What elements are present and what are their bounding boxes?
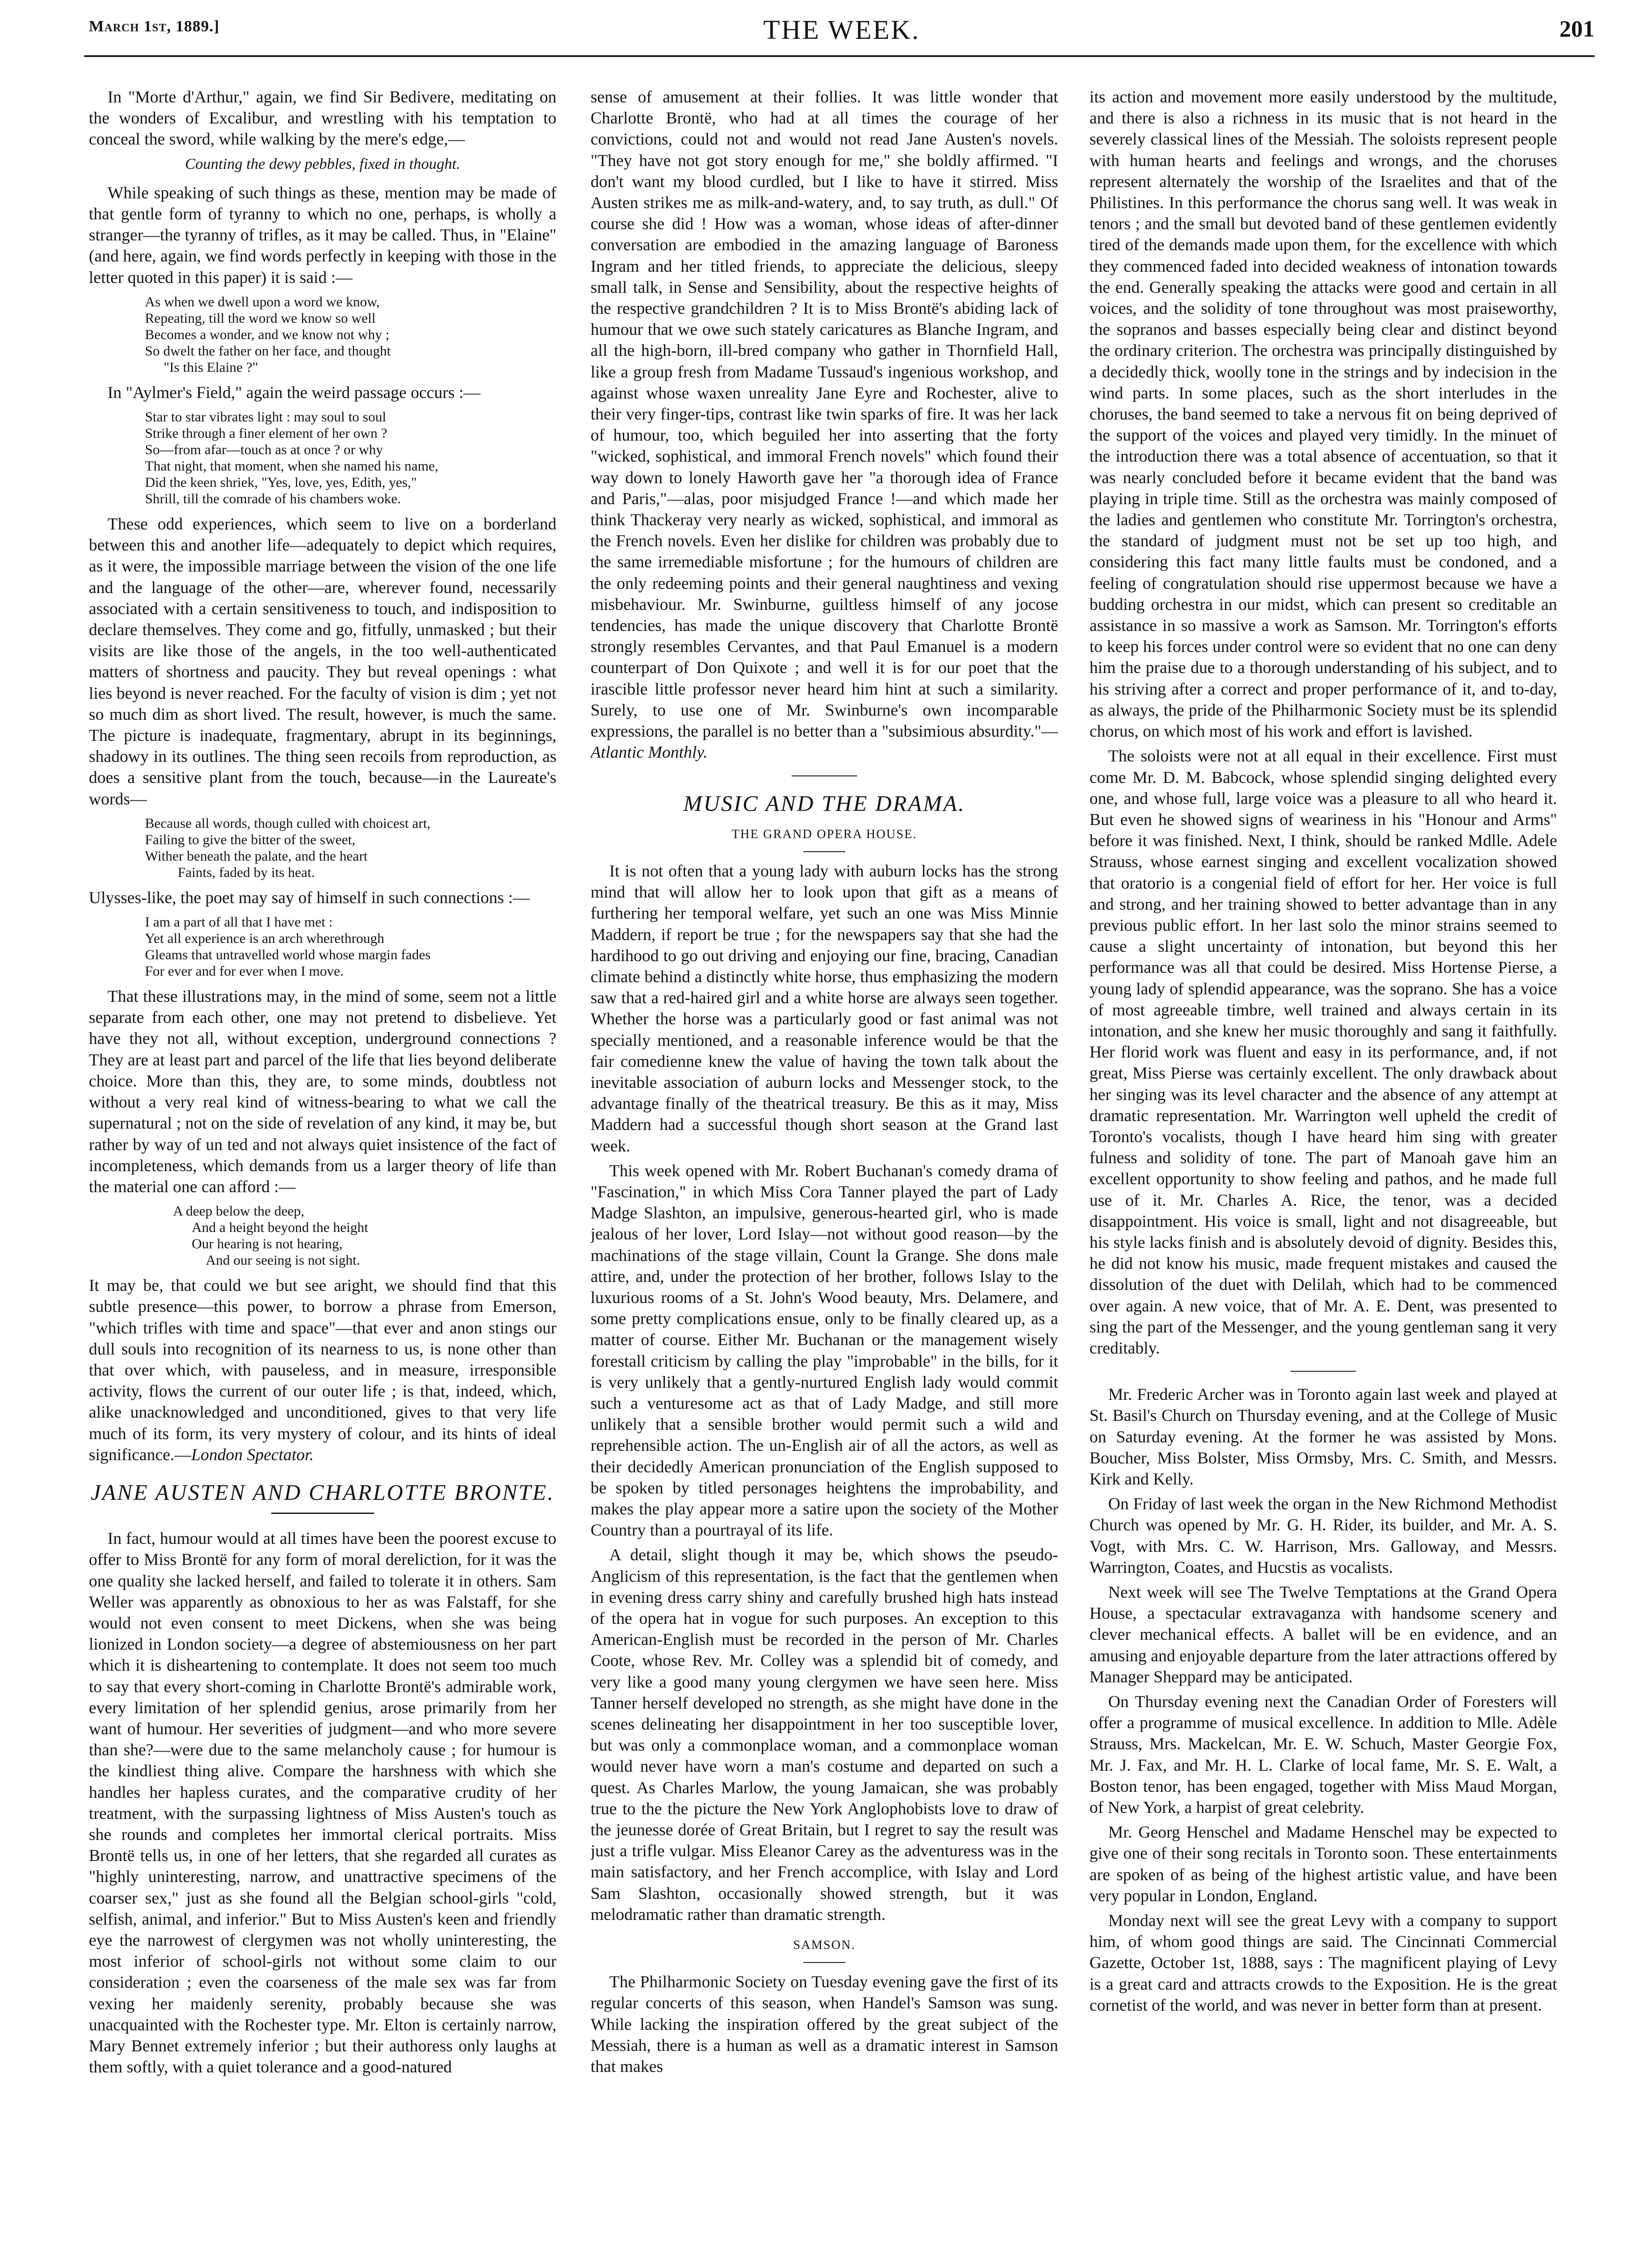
verse-line: Becomes a wonder, and we know not why ; bbox=[145, 326, 390, 342]
verse-quote bbox=[145, 409, 556, 507]
verse-line: I am a part of all that I have met : bbox=[145, 914, 333, 930]
verse-line: Failing to give the bitter of the sweet, bbox=[145, 832, 355, 847]
verse-line: Strike through a finer element of her own ? bbox=[145, 426, 388, 442]
section-rule bbox=[271, 1513, 374, 1514]
paragraph: Mr. Frederic Archer was in Toronto again last week and played at St. Basil's Church on Thursday evening, and at the College of Music on Saturday evening. At the former he was assisted by Mons. Boucher, Miss Bolster, Miss Ormsby, Mrs. C. Smith, and Messrs. Kirk and Kelly. bbox=[1089, 1385, 1557, 1488]
verse-line: A deep below the deep, bbox=[173, 1203, 304, 1219]
paragraph: On Thursday evening next the Canadian Order of Foresters will offer a programme of musical excellence. In addition to Mlle. Adèle Strauss, Mrs. Mackelcan, Mr. E. W. Schuch, Master Georgie Fox, Mr. J. Fax, and Mr. H. L. Clarke of local fame, Mr. S. E. Walt, a Boston tenor, has been engaged, together with Miss Maud Morgan, of New York, a harpist of great celebrity. bbox=[1089, 1692, 1557, 1817]
paragraph: This week opened with Mr. Robert Buchanan's comedy drama of "Fascination," in which Miss Cora Tanner played the part of Lady Madge Slashton, an impulsive, generous-hearted girl, who is made jealous of her lover, Lord Islay—not without good reason—by the machinations of the stage villain, Count la Grange. She dons male attire, and, under the protection of her brother, follows Islay to the luxurious rooms of a St. John's Wood beauty, Mrs. Delamere, and some pretty complications ensue, only to be finally cleared up, as a matter of course. Either Mr. Buchanan or the management wisely forestall criticism by calling the play "improbable" in the bills, for it is very unlikely that a gently-nurtured English lady would commit such a venturesome act as that of Lady Madge, and still more unlikely that a sensible brother would permit such a wild and reprehensible action. The un-English air of all the actors, as well as their decidedly American pronunciation of the English supposed to be spoken by titled personages heightens the improbability, and makes the play appear more a satire upon the society of the Mother Country than a pourtrayal of its life. bbox=[591, 1161, 1058, 1540]
paragraph: Mr. Georg Henschel and Madame Henschel may be expected to give one of their song recitals in Toronto soon. These entertainments are spoken of as being of the highest artistic value, and have been very popular in London, England. bbox=[1089, 1823, 1557, 1905]
paragraph bbox=[591, 87, 1058, 763]
verse-quote bbox=[145, 914, 556, 979]
verse-line: So—from afar—touch as at once ? or why bbox=[145, 442, 383, 458]
verse-line: And our seeing is not sight. bbox=[206, 1253, 360, 1268]
paragraph: Monday next will see the great Levy with a company to support him, of whom good things are said. The Cincinnati Commercial Gazette, October 1st, 1888, says : The magnificent playing of Levy is a great card and attracts crowds to the Exposition. He is the great cornetist of the world, and was never in better form than at present. bbox=[1089, 1911, 1557, 2014]
verse-quote bbox=[145, 294, 556, 376]
paragraph: It is not often that a young lady with auburn locks has the strong mind that will allow her to look upon that gift as a means of furthering her temporal welfare, yet such an one was Miss Minnie Maddern, if report be true ; for the newspapers say that she had the hardihood to go out driving and enjoying our fine, bracing, Canadian climate behind a distinctly white horse, thus emphasizing the modern saw that a red-haired girl and a white horse are always seen together. Whether the horse was a particularly good or fast animal was not specially mentioned, and a reasonable inference would be that the fair comedienne knew the value of having the town talk about the inevitable association of auburn locks and Messenger stock, to the advantage finally of the theatrical treasury. Be this as it may, Miss Maddern had a successful though short season at the Grand last week. bbox=[591, 861, 1058, 1155]
section-title: MUSIC AND THE DRAMA. bbox=[683, 791, 966, 816]
verse-line: Because all words, though culled with choicest art, bbox=[145, 815, 431, 831]
verse-line: For ever and for ever when I move. bbox=[145, 963, 344, 979]
article-end-rule bbox=[792, 775, 857, 776]
paragraph: In "Morte d'Arthur," again, we find Sir Bedivere, meditating on the wonders of Excalibur, and wrestling with his temptation to conceal the sword, while walking by the mere's edge,— bbox=[89, 87, 556, 149]
paragraph: While speaking of such things as these, mention may be made of that gentle form of tyranny to which no one, perhaps, is wholly a stranger—the tyranny of trifles, as it may be called. Thus, in "Elaine" (and here, again, we find words perfectly in keeping with those in the letter quoted in this paper) it is said :— bbox=[89, 183, 556, 287]
verse-line: Yet all experience is an arch wherethrough bbox=[145, 931, 384, 947]
verse-line: As when we dwell upon a word we know, bbox=[145, 294, 380, 310]
source-credit: London Spectator. bbox=[191, 1445, 314, 1464]
paragraph: its action and movement more easily understood by the multitude, and there is also a richness in its music that is not heard in the severely classical lines of the Messiah. The soloists represent people with human hearts and feelings and wrongs, and the choruses represent alternately the worship of the Israelites and that of the Philistines. In this performance the chorus sang well. It was weak in tenors ; and the small but devoted band of these gentlemen evidently tired of the demands made upon them, for the excellence with which they commenced faded into decided weakness of intonation towards the end. Generally speaking the attacks were good and certain in all voices, and the solidity of tone throughout was most praiseworthy, the sopranos and basses especially being clear and distinct beyond the ordinary criterion. The orchestra was principally distinguished by a decidedly thick, woolly tone in the strings and by indecision in the wind parts. In some places, such as the short interludes in the choruses, the band seemed to take a nervous fit on being deprived of the support of the voices and played very timidly. In the minuet of the introduction there was a total absence of accentuation, so that it was nearly concluded before it became evident that the band was playing in triple time. Still as the orchestra was mainly composed of the ladies and gentlemen who constitute Mr. Torrington's orchestra, the standard of judgment must not be set up too high, and considering this fact many little faults must be condoned, and a feeling of congratulation should rise uppermost because we have a budding orchestra in our midst, which can present so creditable an assistance in so massive a work as Samson. Mr. Torrington's efforts to keep his forces under control were so evident that no one can deny him the praise due to a thorough understanding of his subject, and to his striving after a correct and proper performance of it, and to-day, as always, the pride of the Philharmonic Society must be its splendid chorus, on which most of his work and effort is lavished. bbox=[1089, 87, 1557, 741]
section-title: JANE AUSTEN AND CHARLOTTE BRONTE. bbox=[91, 1480, 555, 1505]
paragraph: On Friday of last week the organ in the New Richmond Methodist Church was opened by Mr. G. H. Rider, its builder, and Mr. A. S. Vogt, with Mrs. C. W. Harrison, Mrs. Galloway, and Messrs. Warrington, Coates, and Hucstis as vocalists. bbox=[1089, 1494, 1557, 1577]
verse-quote: Counting the dewy pebbles, fixed in thought. bbox=[185, 155, 461, 173]
header-rule bbox=[84, 55, 1594, 57]
paragraph: The soloists were not at all equal in their excellence. First must come Mr. D. M. Babcock, whose splendid singing delighted every one, and whose full, large voice was a pleasure to all who heard it. But even he showed signs of weariness in his "Honour and Arms" before it was finished. Next, I think, should be ranked Mdlle. Adele Strauss, whose earnest singing and excellent vocalization showed that oratorio is a congenial field of effort for her. Her voice is full and strong, and her training showed to better advantage than in any previous public effort. In her last solo the minor strains seemed to cause a slight uncertainty of intonation, but beyond this her performance was all that could be desired. Miss Hortense Pierse, a young lady of splendid appearance, was the soprano. She has a voice of most agreeable timbre, well trained and always certain in its intonation, and she knew her music thoroughly and sang it faithfully. Her florid work was fluent and easy in its performance, and, if not great, Miss Pierse was certainly excellent. The only drawback about her singing was its level character and the absence of any attempt at dramatic representation. Mr. Warrington well upheld the credit of Toronto's vocalists, though I have heard him sing with greater fulness and solidity of tone. The part of Manoah gave him an excellent opportunity to show feeling and pathos, and he made full use of it. Mr. Charles A. Rice, the tenor, was a decided disappointment. His voice is small, light and not disagreeable, but his style lacks finish and is absolutely devoid of dignity. Besides this, he did not know his music, made frequent mistakes and caused the dissolution of the duet with Delilah, which had to be commenced over again. A new voice, that of Mr. A. E. Dent, was presented to sing the part of the Messenger, and the young gentleman sang it very creditably. bbox=[1089, 746, 1557, 1357]
page-number: 201 bbox=[1559, 15, 1594, 42]
verse-line: And a height beyond the height bbox=[192, 1220, 368, 1236]
page-header bbox=[89, 14, 1594, 47]
verse-line: Gleams that untravelled world whose margin fades bbox=[145, 947, 431, 963]
column-1 bbox=[89, 87, 556, 2219]
paragraph: A detail, slight though it may be, which shows the pseudo-Anglicism of this representation, is the fact that the gentlemen when in evening dress carry shiny and carefully brushed high hats instead of the opera hat in vogue for such purposes. An exception to this American-English must be recorded in the person of Mr. Charles Coote, whose Rev. Mr. Colley was a splendid bit of comedy, and very like a good many young clergymen we have seen here. Miss Tanner herself developed no strength, as she might have done in the scenes delineating her disappointment in her too susceptible lover, but was only a commonplace woman, and a commonplace woman would never have worn a man's costume and departed on such a quest. As Charles Marlow, the young Jamaican, she was probably true to the the picture the New York Anglophobists love to draw of the jeunesse dorée of Great Britain, but I regret to say the result was just a trifle vulgar. Miss Eleanor Carey as the adventuress was in the main satisfactory, and her French accomplice, with Islay and Lord Sam Slashton, occasionally showed strength, but it was melodramatic rather than dramatic strength. bbox=[591, 1545, 1058, 1924]
paragraph-text: sense of amusement at their follies. It was little wonder that Charlotte Brontë, who had at all times the courage of her convictions, could not and would not read Jane Austen's novels. "They have not got story enough for me," she boldly affirmed. "I don't want my blood curdled, but I like to have it stirred. Miss Austen strikes me as milk-and-watery, and, to say truth, as dull." Of course she did ! How was a woman, whose ideas of after-dinner conversation are embodied in the amazing language of Baroness Ingram and her titled friends, to appreciate the delicious, sleepy small talk, in Sense and Sensibility, about the respective heights of the respective grandchildren ? It is to Miss Brontë's abiding lack of humour that we owe such stately caricatures as Blanche Ingram, and all the high-born, ill-bred company who gather in Thornfield Hall, like a group fresh from Madame Tussaud's ingenious workshop, and against whose waxen unreality Jane Eyre and Rochester, alive to their very finger-tips, contrast like twin sparks of fire. It was her lack of humour, too, which beguiled her into asserting that the forty "wicked, sophistical, and immoral French novels" which found their way down to lonely Haworth gave her "a thorough idea of France and Paris,"—alas, poor misjudged France !—and which made her think Thackeray very nearly as wicked, sophistical, and immoral as the French novels. Even her dislike for children was probably due to the same irremediable misfortune ; for the humours of children are the only redeeming points and their general naughtiness and vexing misbehaviour. Mr. Swinburne, guiltless himself of any jocose tendencies, has made the unique discovery that Charlotte Brontë strongly resembles Cervantes, and that Paul Emanuel is a modern counterpart of Don Quixote ; and well it is for our poet that the irascible little professor never heard him hint at such a similarity. Surely, to use one of Mr. Swinburne's own incomparable expressions, the parallel is no better than a "subsimious absurdity."— bbox=[591, 87, 1058, 741]
paragraph: Next week will see The Twelve Temptations at the Grand Opera House, a spectacular extravaganza with handsome scenery and clever mechanical effects. A ballet will be en evidence, and an amusing and enjoyable departure from the later attractions offered by Manager Sheppard may be anticipated. bbox=[1089, 1583, 1557, 1686]
issue-date: March 1st, 1889.] bbox=[89, 18, 220, 35]
column-2 bbox=[591, 87, 1058, 2219]
verse-line: Shrill, till the comrade of his chambers woke. bbox=[145, 491, 401, 507]
verse-line: Star to star vibrates light : may soul to soul bbox=[145, 409, 386, 425]
article-end-rule bbox=[1291, 1371, 1356, 1372]
source-credit: Atlantic Monthly. bbox=[591, 743, 707, 762]
subheading-rule bbox=[803, 1962, 845, 1963]
verse-line: Wither beneath the palate, and the heart bbox=[145, 848, 368, 864]
verse-quote bbox=[145, 815, 556, 881]
paragraph: That these illustrations may, in the mind of some, seem not a little separate from each other, one may not pretend to disbelieve. Yet have they not all, without exception, underground connections ? They are at least part and parcel of the life that lies beyond deliberate choice. More than this, they are, to some minds, doubtless not without a very real kind of witness-bearing to what we call the supernatural ; not on the side of revelation of any kind, it may be, but rather by way of un ted and not always quiet insistence of the fact of incompleteness, which demands from us a larger theory of life than the material one can afford :— bbox=[89, 987, 556, 1196]
verse-line: Faints, faded by its heat. bbox=[178, 864, 315, 880]
subheading: SAMSON. bbox=[793, 1938, 856, 1952]
paragraph bbox=[89, 1275, 556, 1465]
paragraph: In "Aylmer's Field," again the weird passage occurs :— bbox=[108, 383, 481, 402]
paragraph: The Philharmonic Society on Tuesday evening gave the first of its regular concerts of this season, when Handel's Samson was sung. While lacking the inspiration offered by the great subject of the Messiah, there is a human as well as a dramatic interest in Samson that makes bbox=[591, 1972, 1058, 2076]
paragraph: These odd experiences, which seem to live on a borderland between this and another life—adequately to depict which requires, as it were, the impossible marriage between the vision of the one life and the language of the other—are, wherever found, necessarily associated with a certain sensitiveness to touch, and indisposition to declare themselves. They come and go, fitfully, unmasked ; but their visits are like those of the angels, in the too well-authenticated matters of shortness and paucity. They but reveal openings : what lies beyond is never reached. For the faculty of vision is dim ; yet not so much dim as short lived. The result, however, is much the same. The picture is inadequate, fragmentary, abrupt in its beginnings, shadowy in its outlines. The thing seen recoils from reproduction, as does a sensitive plant from the touch, because—in the Laureate's words— bbox=[89, 514, 556, 808]
publication-title: THE WEEK. bbox=[763, 14, 920, 45]
verse-quote bbox=[173, 1203, 556, 1268]
verse-line: Did the keen shriek, "Yes, love, yes, Edith, yes," bbox=[145, 475, 417, 491]
verse-line: That night, that moment, when she named his name, bbox=[145, 458, 439, 474]
paragraph: In fact, humour would at all times have been the poorest excuse to offer to Miss Brontë for any form of moral dereliction, for it was the one quality she lacked herself, and failed to tolerate it in others. Sam Weller was apparently as obnoxious to her as was Falstaff, for she would not even consent to meet Dickens, when she was being lionized in London society—a degree of abstemiousness on her part which it is disheartening to contemplate. It does not seem too much to say that every short-coming in Charlotte Brontë's admirable work, every limitation of her splendid genius, arose primarily from her want of humour. Her severities of judgment—and who more severe than she?—were due to the same melancholy cause ; for humour is the kindliest thing alive. Compare the harshness with which she handles her hapless curates, and the comparative crudity of her treatment, with the surpassing lightness of Miss Austen's touch as she rounds and completes her immortal clerical portraits. Miss Brontë tells us, in one of her letters, that she regarded all curates as "highly uninteresting, narrow, and unattractive specimens of the coarser sex," just as she found all the Belgian school-girls "cold, selfish, animal, and inferior." But to Miss Austen's keen and friendly eye the narrowest of clergymen was not wholly uninteresting, the most inferior of school-girls not without some claim to our consideration ; even the coarseness of the male sex was far from vexing her maidenly serenity, probably because she was unacquainted with the Rochester type. Mr. Elton is certainly narrow, Mary Bennet extremely inferior ; but their authoress only laughs at them softly, with a quiet tolerance and a good-natured bbox=[89, 1529, 556, 2077]
paragraph-text: It may be, that could we but see aright, we should find that this subtle presence—this power, to borrow a phrase from Emerson, "which trifles with time and space"—that ever and anon stings our dull souls into recognition of its nearness to us, is none other than that over which, with pauseless, and in measure, irresponsible activity, flows the current of our outer life ; is that, indeed, which, alike unacknowledged and unconditioned, gives to that very life much of its form, its very mystery of colour, and its hints of ideal significance.— bbox=[89, 1276, 556, 1464]
verse-line: "Is this Elaine ?" bbox=[164, 359, 258, 375]
subheading-rule bbox=[803, 851, 845, 852]
paragraph: Ulysses-like, the poet may say of himself in such connections :— bbox=[89, 888, 530, 907]
verse-line: Our hearing is not hearing, bbox=[192, 1236, 343, 1252]
subheading: THE GRAND OPERA HOUSE. bbox=[731, 826, 917, 841]
column-3 bbox=[1089, 87, 1557, 2219]
verse-line: So dwelt the father on her face, and thought bbox=[145, 343, 391, 359]
verse-line: Repeating, till the word we know so well bbox=[145, 310, 376, 326]
